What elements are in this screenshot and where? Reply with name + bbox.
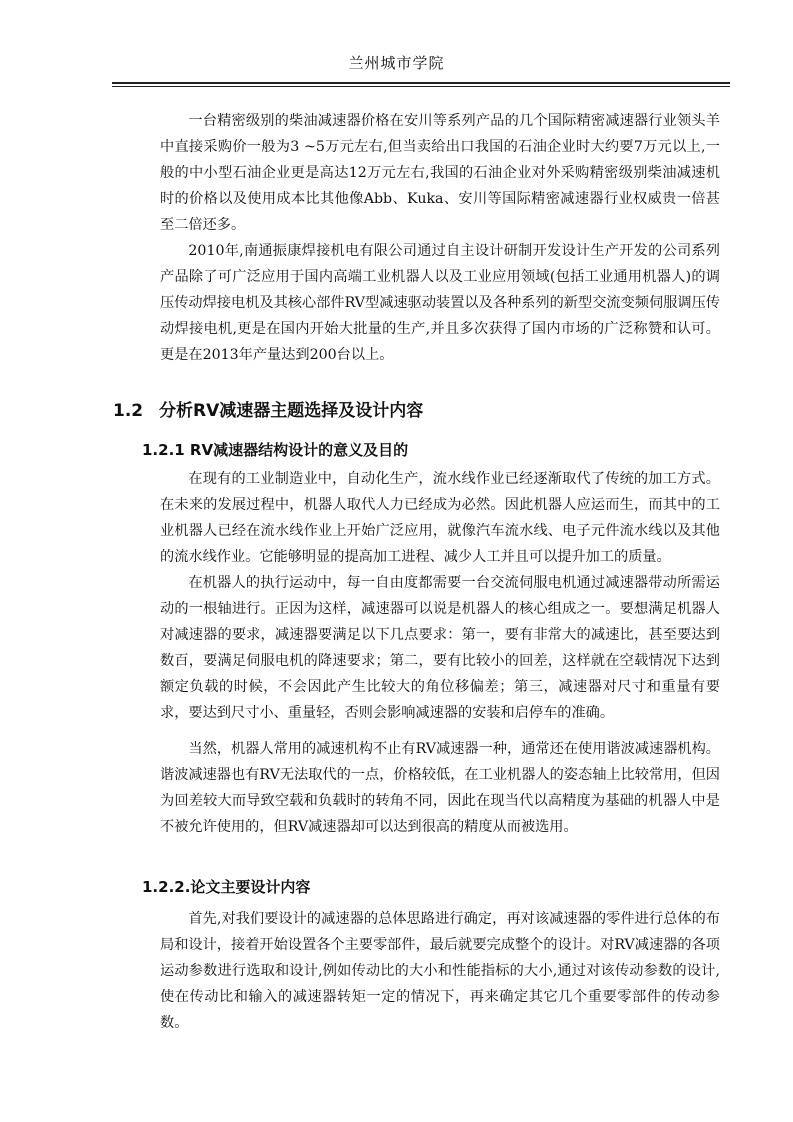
subsection-heading-2: 1.2.2.论文主要设计内容 <box>142 878 311 896</box>
subsection-heading-1: 1.2.1 RV减速器结构设计的意义及目的 <box>142 441 409 459</box>
intro-paragraph-1: 一台精密级别的柴油减速器价格在安川等系列产品的几个国际精密减速器行业领头羊中直接采购价一般为3 ~5万元左右,但当卖给出口我国的石油企业时大约要7万元以上,一般的中小型石油企业更是高达12万元左右,我国的石油企业对外采购精密级别柴油减速机时的价格以及使用成本比其他像Abb、Kuka、安川等国际精密减速器行业权威贵一倍甚至二倍还多。 <box>160 113 720 233</box>
sub1-paragraph-2: 在机器人的执行运动中，每一自由度都需要一台交流伺服电机通过减速器带动所需运动的一根轴进行。正因为这样，减速器可以说是机器人的核心组成之一。要想满足机器人对减速器的要求，减速器要满足以下几点要求：第一，要有非常大的减速比，甚至要达到数百，要满足伺服电机的降速要求；第二，要有比较小的回差，这样就在空载情况下达到额定负载的时候，不会因此产生比较大的角位移偏差；第三，减速器对尺寸和重量有要求，要达到尺寸小、重量轻，否则会影响减速器的安装和启停车的准确。 <box>160 575 720 721</box>
sub1-paragraph-1: 在现有的工业制造业中，自动化生产，流水线作业已经逐渐取代了传统的加工方式。在未来的发展过程中，机器人取代人力已经成为必然。因此机器人应运而生，而其中的工业机器人已经在流水线作业上开始广泛应用，就像汽车流水线、电子元件流水线以及其他的流水线作业。它能够明显的提高加工进程、减少人工并且可以提升加工的质量。 <box>160 471 720 565</box>
sub1-paragraph-3: 当然，机器人常用的减速机构不止有RV减速器一种，通常还在使用谐波减速器机构。谐波减速器也有RV无法取代的一点，价格较低，在工业机器人的姿态轴上比较常用，但因为回差较大而导致空载和负载时的转角不同，因此在现当代以高精度为基础的机器人中是不被允许使用的，但RV减速器却可以达到很高的精度从而被选用。 <box>160 741 720 835</box>
section-heading <box>113 396 423 421</box>
page-header: 兰州城市学院 <box>348 54 445 72</box>
intro-paragraph-2: 2010年,南通振康焊接机电有限公司通过自主设计研制开发设计生产开发的公司系列产品除了可广泛应用于国内高端工业机器人以及工业应用领域(包括工业通用机器人)的调压传动焊接电机及其核心部件RV型减速驱动装置以及各种系列的新型交流变频伺服调压传动焊接电机,更是在国内开始大批量的生产,并且多次获得了国内市场的广泛称赞和认可。更是在2013年产量达到200台以上。 <box>160 243 720 363</box>
section-title: 分析RV减速器主题选择及设计内容 <box>159 401 424 421</box>
section-number: 1.2 <box>113 401 144 421</box>
sub2-paragraph-1: 首先,对我们要设计的减速器的总体思路进行确定，再对该减速器的零件进行总体的布局和设计，接着开始设置各个主要零部件，最后就要完成整个的设计。对RV减速器的各项运动参数进行选取和设计,例如传动比的大小和性能指标的大小,通过对该传动参数的设计,使在传动比和输入的减速器转矩一定的情况下，再来确定其它几个重要零部件的传动参数。 <box>160 911 720 1031</box>
header-rule-thin <box>112 86 730 87</box>
header-rule <box>112 82 730 84</box>
